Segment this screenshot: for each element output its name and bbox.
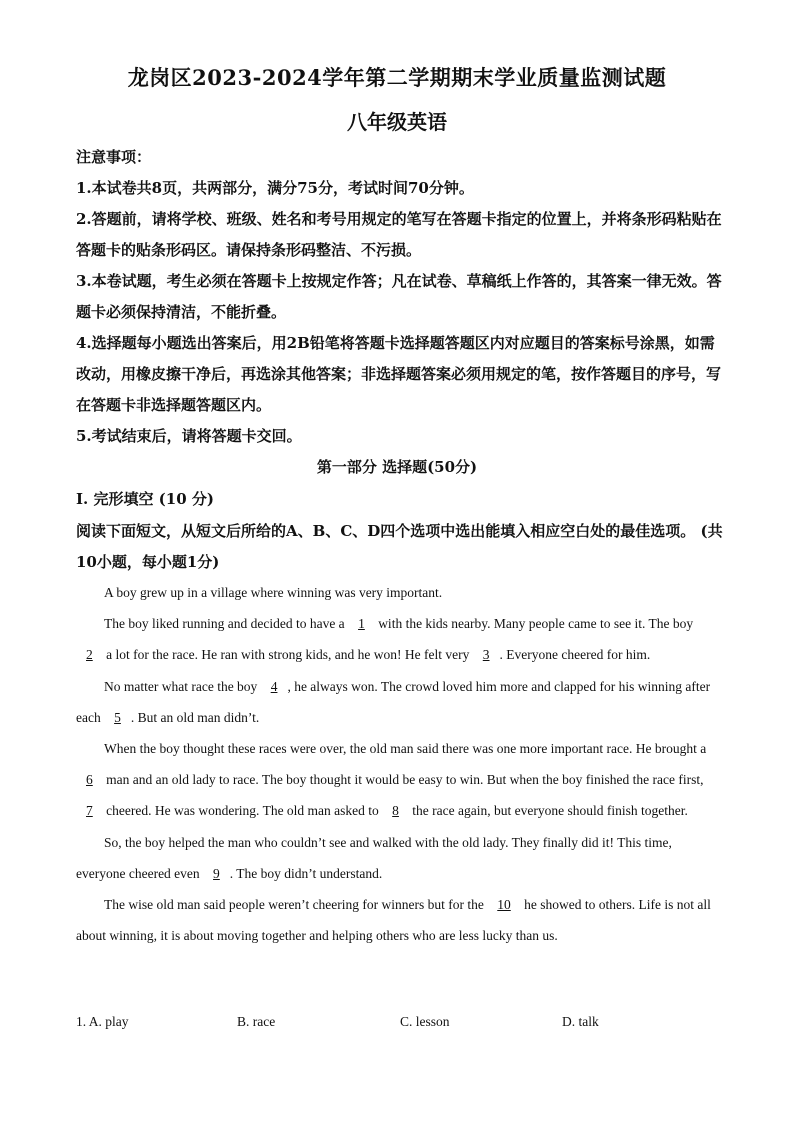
passage-text: , he always won. The crowd loved him more and clapped for his winning after each: [76, 678, 711, 725]
blank-9: 9: [213, 865, 220, 881]
cloze-section-title: I. 完形填空 (10 分): [76, 490, 214, 508]
notice-item-1: 1.本试卷共8页，共两部分，满分75分，考试时间70分钟。: [76, 179, 474, 197]
passage-text: No matter what race the boy: [104, 678, 258, 694]
blank-10: 10: [497, 897, 511, 913]
option-text: A. play: [88, 1014, 129, 1029]
exam-title: 龙岗区2023-2024学年第二学期期末学业质量监测试题: [127, 65, 667, 90]
passage-text: cheered. He was wondering. The old man asked to: [106, 803, 379, 819]
question-number: 1.: [76, 1014, 87, 1029]
cloze-passage: [76, 577, 718, 951]
notice-item-4: 4.选择题每小题选出答案后，用2B铅笔将答题卡选择题答题区内对应题目的答案标号涂黑，如需改动，用橡皮擦干净后，再选涂其他答案；非选择题答案必须用规定的笔，按作答题目的序号，写在答题卡非选择题答题区内。: [76, 334, 722, 414]
question-1-option-d[interactable]: D. talk: [562, 1014, 599, 1029]
question-1-option-b[interactable]: B. race: [237, 1014, 276, 1029]
passage-text: man and an old lady to race. The boy thought it would be easy to win. But when the boy finished the race first,: [106, 772, 704, 788]
question-1-option-c[interactable]: C. lesson: [400, 1014, 450, 1029]
passage-text: a lot for the race. He ran with strong kids, and he won! He felt very: [106, 647, 470, 663]
blank-8: 8: [392, 803, 399, 819]
blank-4: 4: [270, 678, 278, 694]
notice-section: [76, 142, 724, 452]
blank-6: 6: [86, 772, 93, 788]
passage-text: he showed to others. Life is not all about winning, it is about moving together and helping others who are less lucky than us.: [76, 897, 711, 944]
passage-paragraph-2: [76, 608, 718, 670]
exam-subject: 八年级英语: [347, 110, 447, 134]
notice-item-5: 5.考试结束后，请将答题卡交回。: [76, 427, 302, 445]
passage-paragraph-1: [76, 577, 718, 608]
cloze-instruction: [76, 516, 724, 578]
passage-text: The boy liked running and decided to have a: [104, 616, 345, 632]
notice-item-3: 3.本卷试题，考生必须在答题卡上按规定作答；凡在试卷、草稿纸上作答的，其答案一律无效。答题卡必须保持清洁，不能折叠。: [76, 272, 722, 321]
passage-text: . But an old man didn’t.: [130, 709, 260, 725]
passage-text: the race again, but everyone should finish together.: [412, 803, 688, 819]
blank-3: 3: [482, 647, 490, 663]
passage-paragraph-6: [76, 889, 718, 951]
part-one-heading: 第一部分 选择题(50分): [316, 458, 478, 476]
passage-text: So, the boy helped the man who couldn’t see and walked with the old lady. They finally did it! This time, everyone cheered even: [76, 834, 672, 881]
passage-text: with the kids nearby. Many people came to see it. The boy: [378, 616, 694, 632]
notice-heading: 注意事项：: [76, 148, 152, 166]
blank-1: 1: [358, 616, 365, 632]
passage-text: . Everyone cheered for him.: [499, 647, 651, 663]
blank-7: 7: [86, 803, 93, 819]
passage-text: . The boy didn’t understand.: [229, 865, 383, 881]
blank-5: 5: [114, 709, 121, 725]
notice-item-2: 2.答题前，请将学校、班级、姓名和考号用规定的笔写在答题卡指定的位置上，并将条形码粘贴在答题卡的贴条形码区。请保持条形码整洁、不污损。: [76, 210, 722, 259]
question-1-option-a[interactable]: [76, 1014, 129, 1030]
passage-text: A boy grew up in a village where winning was very important.: [104, 585, 443, 600]
passage-text: The wise old man said people weren’t cheering for winners but for the: [104, 897, 484, 913]
passage-paragraph-4: [76, 733, 718, 827]
passage-text: When the boy thought these races were over, the old man said there was one more important race. He brought a: [104, 741, 707, 757]
passage-paragraph-5: [76, 827, 718, 889]
blank-2: 2: [86, 647, 93, 663]
instruction-text: 阅读下面短文，从短文后所给的A、B、C、D四个选项中选出能填入相应空白处的最佳选项。 (共10小题，每小题1分): [76, 522, 723, 571]
passage-paragraph-3: [76, 671, 718, 733]
